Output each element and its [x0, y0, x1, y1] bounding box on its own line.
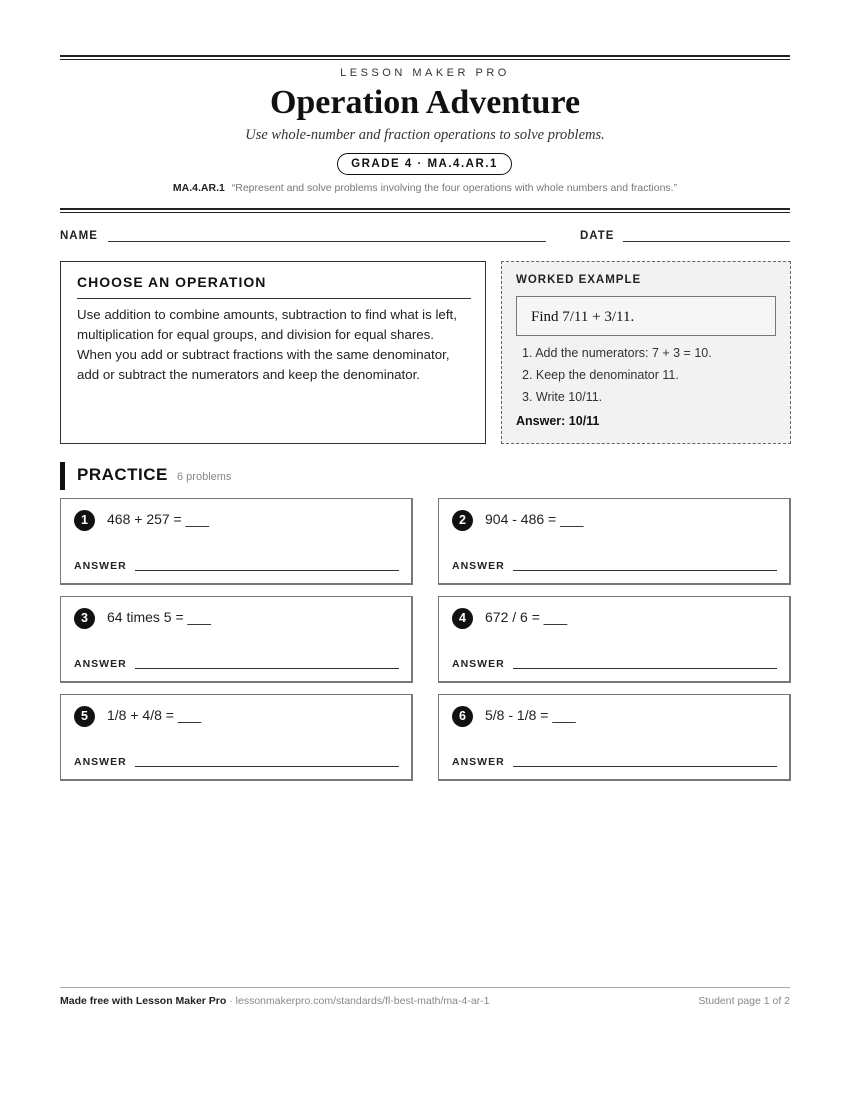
problem-number-badge: 1	[74, 510, 95, 531]
worksheet-title: Operation Adventure	[269, 84, 581, 121]
worked-example-step: 1. Add the numerators: 7 + 3 = 10.	[522, 346, 712, 360]
problem-number-badge: 5	[74, 706, 95, 727]
practice-count: 6 problems	[177, 471, 232, 483]
worksheet-subtitle: Use whole-number and fraction operations to solve problems.	[245, 127, 605, 143]
practice-accent-bar	[60, 462, 65, 490]
footer-made-with: Made free with Lesson Maker Pro	[60, 995, 227, 1007]
worked-example-heading: WORKED EXAMPLE	[516, 274, 642, 286]
header-rule	[60, 208, 790, 210]
answer-field[interactable]	[135, 570, 399, 571]
top-rule-thin	[60, 59, 790, 60]
choose-operation-heading: CHOOSE AN OPERATION	[77, 274, 267, 290]
answer-label: ANSWER	[452, 560, 505, 572]
problem-card	[438, 596, 791, 683]
footer-credit	[60, 995, 490, 1007]
worked-example-box	[501, 261, 791, 444]
problem-card	[438, 694, 791, 781]
worked-example-step: 3. Write 10/11.	[522, 390, 603, 404]
answer-label: ANSWER	[452, 756, 505, 768]
standard-text: “Represent and solve problems involving the four operations with whole numbers and fractions.”	[231, 182, 678, 194]
problem-number-badge: 6	[452, 706, 473, 727]
problem-question: 64 times 5 = ___	[107, 609, 211, 625]
standard-line	[60, 182, 790, 194]
answer-label: ANSWER	[452, 658, 505, 670]
problem-number-badge: 3	[74, 608, 95, 629]
footer-url[interactable]: lessonmakerpro.com/standards/fl-best-math/ma-4-ar-1	[235, 995, 490, 1007]
problem-card	[60, 694, 413, 781]
answer-field[interactable]	[513, 668, 777, 669]
problem-question: 468 + 257 = ___	[107, 511, 209, 527]
practice-title: PRACTICE	[77, 465, 168, 484]
standard-code: MA.4.AR.1	[172, 182, 225, 194]
problem-question: 5/8 - 1/8 = ___	[485, 707, 576, 723]
problem-number-badge: 4	[452, 608, 473, 629]
date-field[interactable]	[623, 241, 790, 242]
problem-card	[60, 596, 413, 683]
footer-rule	[60, 987, 790, 988]
problem-card	[438, 498, 791, 585]
header-rule-thin	[60, 212, 790, 213]
problem-card	[60, 498, 413, 585]
name-label: NAME	[60, 230, 98, 242]
worked-example-answer: Answer: 10/11	[516, 414, 600, 428]
answer-field[interactable]	[135, 766, 399, 767]
answer-label: ANSWER	[74, 658, 127, 670]
worked-example-step: 2. Keep the denominator 11.	[522, 368, 679, 382]
answer-field[interactable]	[135, 668, 399, 669]
choose-operation-body: Use addition to combine amounts, subtraction to find what is left, multiplication for equal groups, and division for equal shares. When you add or subtract fractions with the same denominator, add or subtract the numerators and keep the denominator.	[77, 307, 457, 382]
problem-question: 672 / 6 = ___	[485, 609, 568, 625]
answer-label: ANSWER	[74, 756, 127, 768]
worked-example-problem: Find 7/11 + 3/11.	[516, 296, 776, 336]
problem-number-badge: 2	[452, 510, 473, 531]
brand-label: LESSON MAKER PRO	[340, 67, 510, 79]
answer-field[interactable]	[513, 766, 777, 767]
problem-question: 1/8 + 4/8 = ___	[107, 707, 202, 723]
heading-divider	[77, 298, 471, 299]
problem-question: 904 - 486 = ___	[485, 511, 584, 527]
top-rule	[60, 55, 790, 57]
date-label: DATE	[580, 230, 615, 242]
answer-field[interactable]	[513, 570, 777, 571]
footer-page-info: Student page 1 of 2	[698, 995, 790, 1007]
name-field[interactable]	[108, 241, 546, 242]
answer-label: ANSWER	[74, 560, 127, 572]
grade-badge: GRADE 4 · MA.4.AR.1	[337, 153, 512, 175]
footer-separator: ·	[226, 995, 236, 1007]
choose-operation-box	[60, 261, 486, 444]
